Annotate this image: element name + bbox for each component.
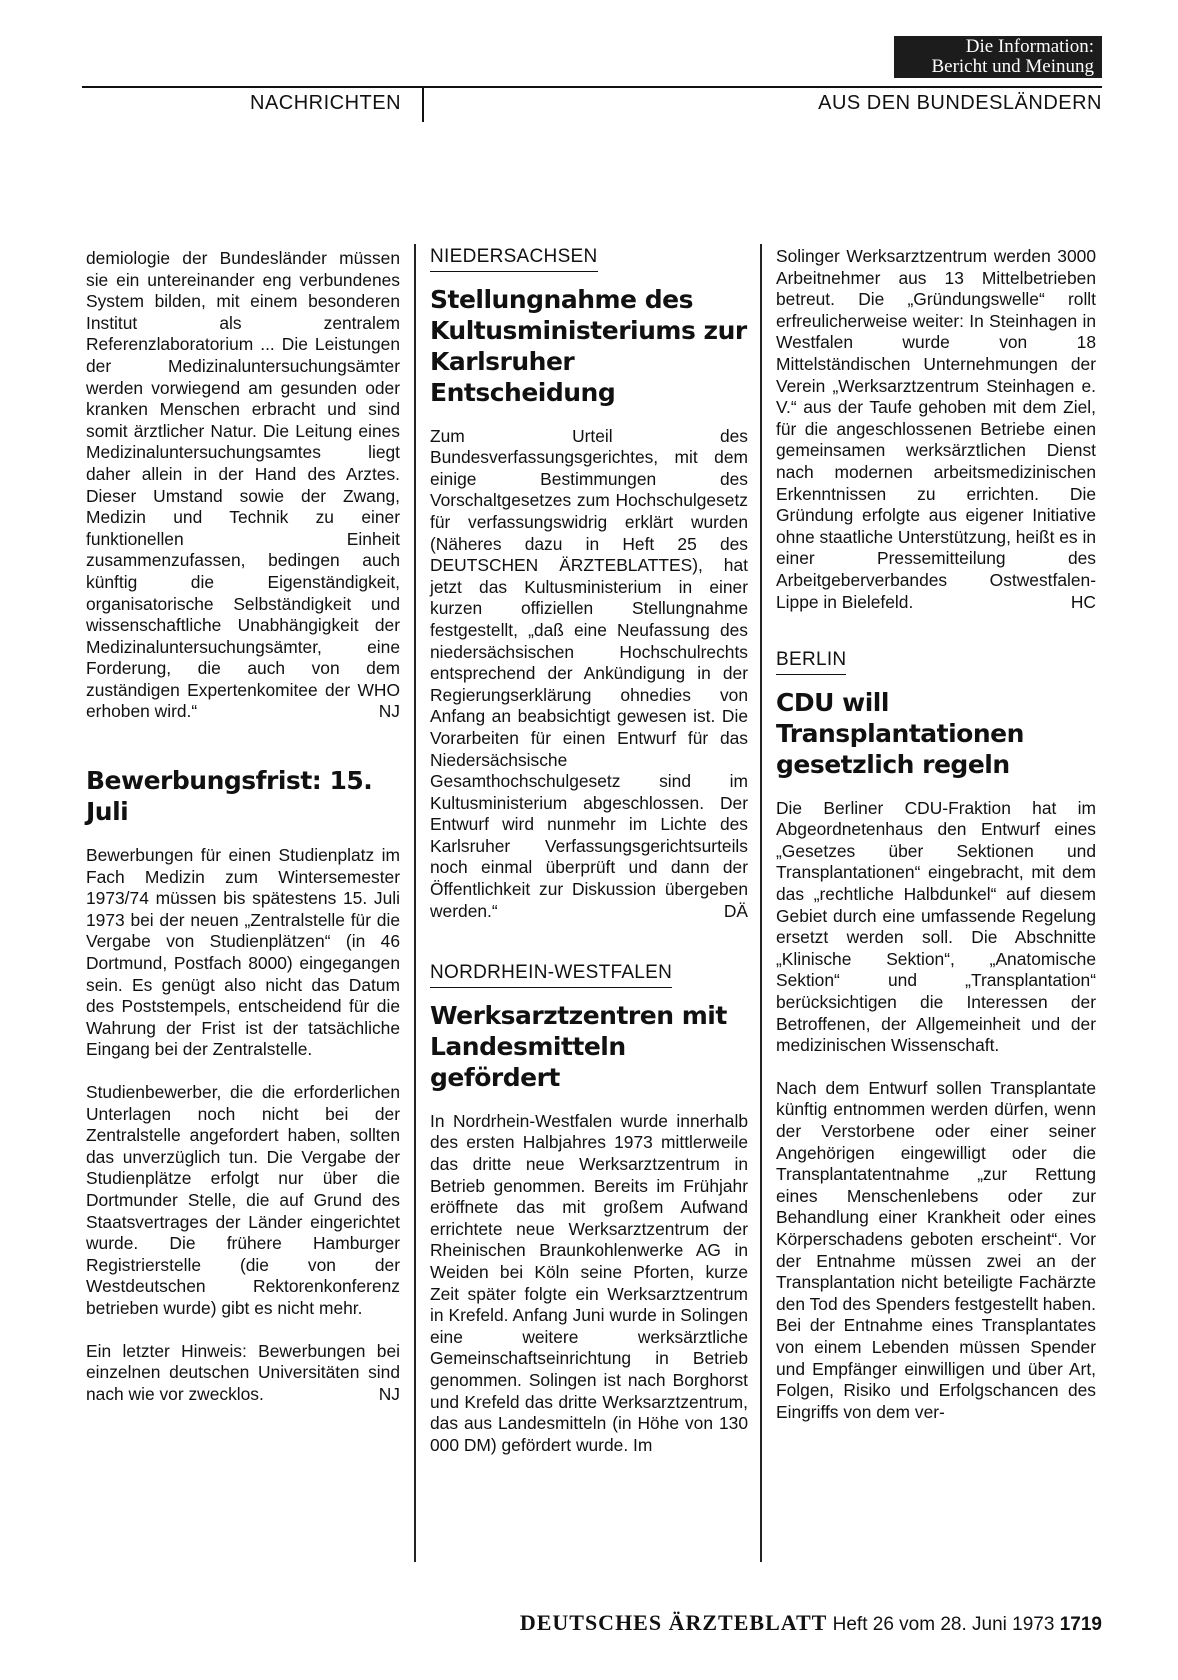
region-kicker: NIEDERSACHSEN: [430, 246, 598, 272]
header-rule: [82, 86, 1102, 88]
article-headline: CDU will Transplantationen gesetzlich regeln: [776, 687, 1024, 779]
column-separator: [760, 244, 762, 1562]
body-paragraph: In Nordrhein-Westfalen wurde innerhalb des ersten Halbjahres 1973 mittlerweile das dritte neue Werksarztzentrum in Betrieb genommen. Bereits im Frühjahr eröffnete das mit großem Aufwand errichtete neue Werksarztzentrum der Rheinischen Braunkohlenwerke AG in Weiden bei Köln seine Pforten, kurze Zeit später folgte ein Werksarztzentrum in Krefeld. Anfang Juni wurde in Solingen eine weitere werksärztliche Gemeinschaftseinrichtung in Betrieb genommen. Solingen ist nach Borghorst und Krefeld das dritte Werksarztzentrum, das aus Landesmitteln (in Höhe von 130 000 DM) gefördert wurde. Im: [430, 1110, 748, 1455]
column-3: [776, 246, 1096, 1423]
author-initials: HC: [1070, 591, 1096, 612]
header-divider: [422, 86, 424, 122]
body-paragraph: [776, 246, 1096, 613]
section-badge: [894, 36, 1102, 78]
body-paragraph: [430, 426, 748, 923]
masthead: DEUTSCHES ÄRZTEBLATT: [519, 1610, 828, 1635]
body-paragraph: [86, 248, 400, 723]
paragraph-text: demiologie der Bundesländer müssen sie ein untereinander eng verbundenes System bilden, mit einem besonderen Institut als zentralem Referenzlaboratorium ... Die Leistungen der Medizinaluntersuchungsämter werden vorwiegend am gesunden oder kranken Menschen erbracht und sind somit ärztlicher Natur. Die Leitung eines Medizinaluntersuchungsamtes liegt daher allein in der Hand des Arztes. Dieser Umstand sowie der Zwang, Medizin und Technik zu einer funktionellen Einheit zusammenzufassen, bedingen auch künftig die Eigenständigkeit, organisatorische Selbständigkeit und wissenschaftliche Unabhängigkeit der Medizinaluntersuchungsämter, eine Forderung, die auch von dem zuständigen Expertenkomitee der WHO erhoben wird.“: [86, 248, 400, 722]
badge-line-2: Bericht und Meinung: [931, 56, 1094, 77]
paragraph-text: Ein letzter Hinweis: Bewerbungen bei einzelnen deutschen Universitäten sind nach wie vor zwecklos.: [86, 1340, 400, 1404]
author-initials: DÄ: [723, 900, 748, 921]
author-initials: NJ: [378, 701, 400, 722]
region-kicker: NORDRHEIN-WESTFALEN: [430, 962, 672, 988]
issue-info: Heft 26 vom 28. Juni 1973: [832, 1614, 1055, 1635]
paragraph-text: Zum Urteil des Bundesverfassungsgerichtes, mit dem einige Bestimmungen des Vorschaltgesetzes zum Hochschulgesetz für verfassungswidrig erklärt wurden (Näheres dazu in Heft 25 des DEUTSCHEN ÄRZTEBLATTES), hat jetzt das Kultusministerium in einer kurzen offiziellen Stellungnahme festgestellt, „daß eine Neufassung des niedersächsischen Hochschulrechts entsprechend der Ankündigung in der Regierungserklärung ohnedies von Anfang an beabsichtigt gewesen ist. Die Vorarbeiten für einen Entwurf für das Niedersächsische Gesamthochschulgesetz sind im Kultusministerium abgeschlossen. Der Entwurf wird nunmehr im Lichte des Karlsruher Verfassungsgerichtsurteils noch einmal überprüft und dann der Öffentlichkeit zur Diskussion übergeben werden.“: [430, 425, 748, 921]
page-number: 1719: [1059, 1614, 1102, 1635]
author-initials: NJ: [378, 1383, 400, 1404]
column-2: [430, 246, 748, 1456]
article-headline: Bewerbungsfrist: 15. Juli: [86, 766, 373, 827]
body-paragraph: Studienbewerber, die die erforderlichen Unterlagen noch nicht bei der Zentralstelle angefordert haben, sollten das unverzüglich tun. Die Vergabe der Studienplätze erfolgt nur über die Dortmunder Stelle, die auf Grund des Staatsvertrages der Länder eingerichtet wurde. Die frühere Hamburger Registrierstelle (die von der Westdeutschen Rektorenkonferenz betrieben wurde) gibt es nicht mehr.: [86, 1082, 400, 1318]
body-paragraph: Bewerbungen für einen Studienplatz im Fach Medizin zum Wintersemester 1973/74 müssen bis spätestens 15. Juli 1973 bei der neuen „Zentralstelle für die Vergabe von Studienplätzen“ (in 46 Dortmund, Postfach 8000) eingegangen sein. Es genügt also nicht das Datum des Poststempels, entscheidend für die Wahrung der Frist ist der tatsächliche Eingang bei der Zentralstelle.: [86, 845, 400, 1060]
body-paragraph: Die Berliner CDU-Fraktion hat im Abgeordnetenhaus den Entwurf eines „Gesetzes über Sektionen und Transplantationen“ eingebracht, mit dem das „rechtliche Halbdunkel“ auf diesem Gebiet durch eine umfassende Regelung ersetzt werden soll. Die Abschnitte „Klinische Sektion“, „Anatomische Sektion“ und „Transplantation“ berücksichtigen die Interessen der Betroffenen, der Allgemeinheit und der medizinischen Wissenschaft.: [776, 797, 1096, 1056]
section-label-left: NACHRICHTEN: [250, 92, 402, 114]
section-label-right: AUS DEN BUNDESLÄNDERN: [818, 92, 1102, 114]
body-paragraph: [86, 1341, 400, 1406]
body-paragraph: Nach dem Entwurf sollen Transplantate künftig entnommen werden dürfen, wenn der Verstorbene oder einer seiner Angehörigen eingewilligt oder die Transplantatentnahme „zur Rettung eines Menschenlebens oder zur Behandlung einer Krankheit oder eines Körperschadens geboten erscheint“. Vor der Entnahme müssen zwei an der Transplantation nicht beteiligte Fachärzte den Tod des Spenders festgestellt haben. Bei der Entnahme eines Transplantates von einem Lebenden müssen Spender und Empfänger einwilligen und über Art, Folgen, Risiko und Erfolgschancen des Eingriffs von dem ver-: [776, 1077, 1096, 1422]
badge-line-1: Die Information:: [965, 36, 1094, 57]
article-headline: Werksarztzentren mit Landesmitteln gefördert: [430, 1000, 727, 1092]
column-1: [86, 248, 400, 1405]
region-kicker: BERLIN: [776, 649, 846, 675]
article-headline: Stellungnahme des Kultusministeriums zur Karlsruher Entscheidung: [430, 284, 747, 407]
column-separator: [414, 244, 416, 1562]
page-footer: [486, 1610, 1102, 1636]
paragraph-text: Solinger Werksarztzentrum werden 3000 Arbeitnehmer aus 13 Mittelbetrieben betreut. Die „Gründungswelle“ rollt erfreulicherweise weiter: In Steinhagen in Westfalen wurde von 18 Mittelständischen Unternehmungen der Verein „Werksarztzentrum Steinhagen e. V.“ aus der Taufe gehoben mit dem Ziel, für die angeschlossenen Betriebe einen gemeinsamen werksärztlichen Dienst nach modernen arbeitsmedizinischen Erkenntnissen zu errichten. Die Gründung erfolgte aus eigener Initiative ohne staatliche Unterstützung, heißt es in einer Pressemitteilung des Arbeitgeberverbandes Ostwestfalen-Lippe in Bielefeld.: [776, 246, 1096, 612]
